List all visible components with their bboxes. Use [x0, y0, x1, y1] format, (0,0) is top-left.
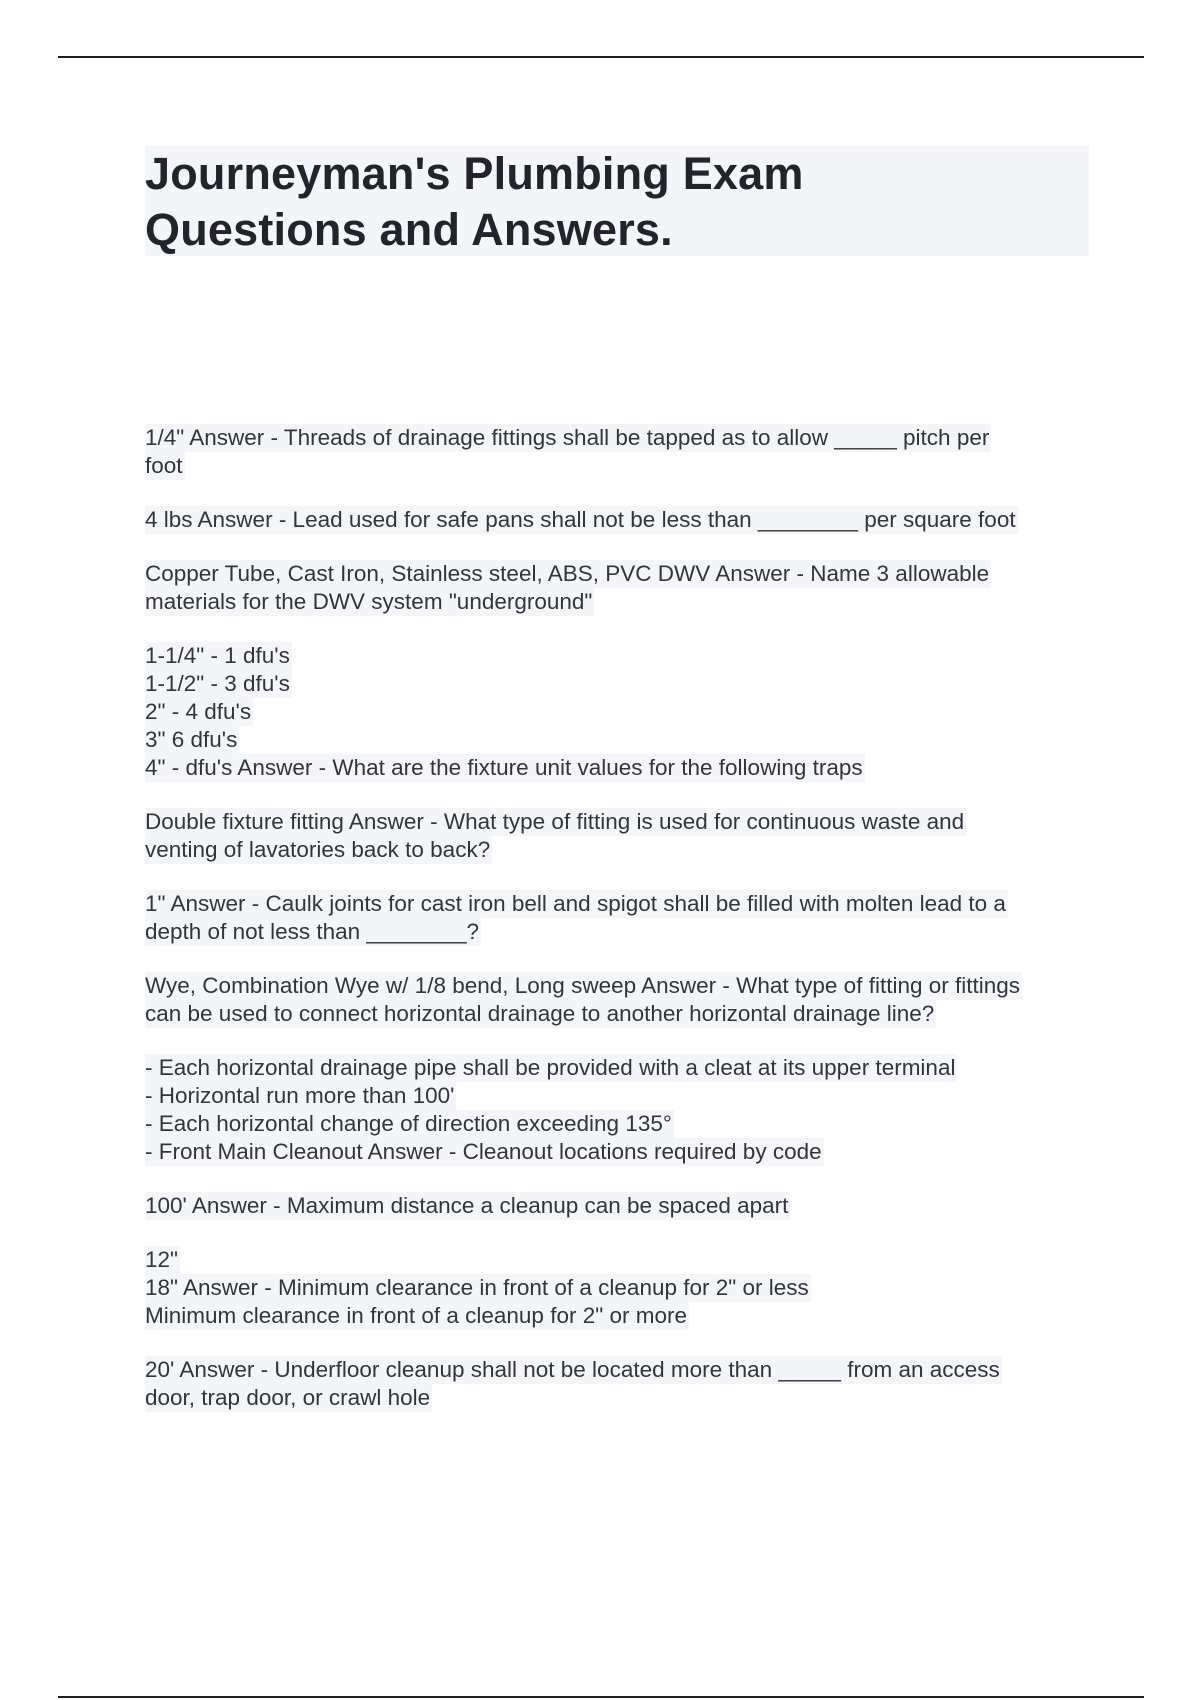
- qa-list: [145, 424, 1095, 1438]
- entry-line: 1-1/2" - 3 dfu's: [145, 671, 290, 696]
- entry-line: 100' Answer - Maximum distance a cleanup can be spaced apart: [145, 1193, 789, 1218]
- entry-line: - Each horizontal change of direction exceeding 135°: [145, 1111, 672, 1136]
- entry-line: depth of not less than ________?: [145, 919, 480, 944]
- qa-entry: [145, 890, 1095, 946]
- qa-entry: [145, 642, 1095, 782]
- entry-line: door, trap door, or crawl hole: [145, 1385, 431, 1410]
- qa-entry: [145, 424, 1095, 480]
- entry-line: venting of lavatories back to back?: [145, 837, 491, 862]
- entry-line: materials for the DWV system "underground": [145, 589, 593, 614]
- entry-line: 2" - 4 dfu's: [145, 699, 252, 724]
- qa-entry: [145, 506, 1095, 534]
- qa-entry: [145, 1192, 1095, 1220]
- document-title: [145, 146, 1089, 256]
- qa-entry: [145, 1054, 1095, 1166]
- top-rule: [58, 56, 1144, 58]
- entry-line: 20' Answer - Underfloor cleanup shall not be located more than _____ from an access: [145, 1357, 1000, 1382]
- entry-line: - Front Main Cleanout Answer - Cleanout locations required by code: [145, 1139, 822, 1164]
- entry-line: 3" 6 dfu's: [145, 727, 238, 752]
- title-line: Journeyman's Plumbing Exam: [145, 148, 804, 199]
- qa-entry: [145, 1246, 1095, 1330]
- entry-line: - Horizontal run more than 100': [145, 1083, 455, 1108]
- qa-entry: [145, 808, 1095, 864]
- entry-line: 1/4" Answer - Threads of drainage fittings shall be tapped as to allow _____ pitch per: [145, 425, 990, 450]
- entry-line: Copper Tube, Cast Iron, Stainless steel, ABS, PVC DWV Answer - Name 3 allowable: [145, 561, 990, 586]
- entry-line: Wye, Combination Wye w/ 1/8 bend, Long sweep Answer - What type of fitting or fittings: [145, 973, 1021, 998]
- entry-line: 1" Answer - Caulk joints for cast iron bell and spigot shall be filled with molten lead to a: [145, 891, 1006, 916]
- entry-line: 4 lbs Answer - Lead used for safe pans shall not be less than ________ per square foot: [145, 507, 1016, 532]
- qa-entry: [145, 1356, 1095, 1412]
- entry-line: can be used to connect horizontal drainage to another horizontal drainage line?: [145, 1001, 935, 1026]
- entry-line: Double fixture fitting Answer - What type of fitting is used for continuous waste and: [145, 809, 965, 834]
- entry-line: 18" Answer - Minimum clearance in front of a cleanup for 2" or less: [145, 1275, 809, 1300]
- bottom-rule: [58, 1696, 1144, 1698]
- title-line: Questions and Answers.: [145, 204, 673, 255]
- qa-entry: [145, 560, 1095, 616]
- entry-line: 12": [145, 1247, 179, 1272]
- qa-entry: [145, 972, 1095, 1028]
- entry-line: foot: [145, 453, 183, 478]
- entry-line: Minimum clearance in front of a cleanup for 2" or more: [145, 1303, 687, 1328]
- entry-line: 1-1/4" - 1 dfu's: [145, 643, 290, 668]
- entry-line: - Each horizontal drainage pipe shall be provided with a cleat at its upper terminal: [145, 1055, 956, 1080]
- entry-line: 4" - dfu's Answer - What are the fixture unit values for the following traps: [145, 755, 863, 780]
